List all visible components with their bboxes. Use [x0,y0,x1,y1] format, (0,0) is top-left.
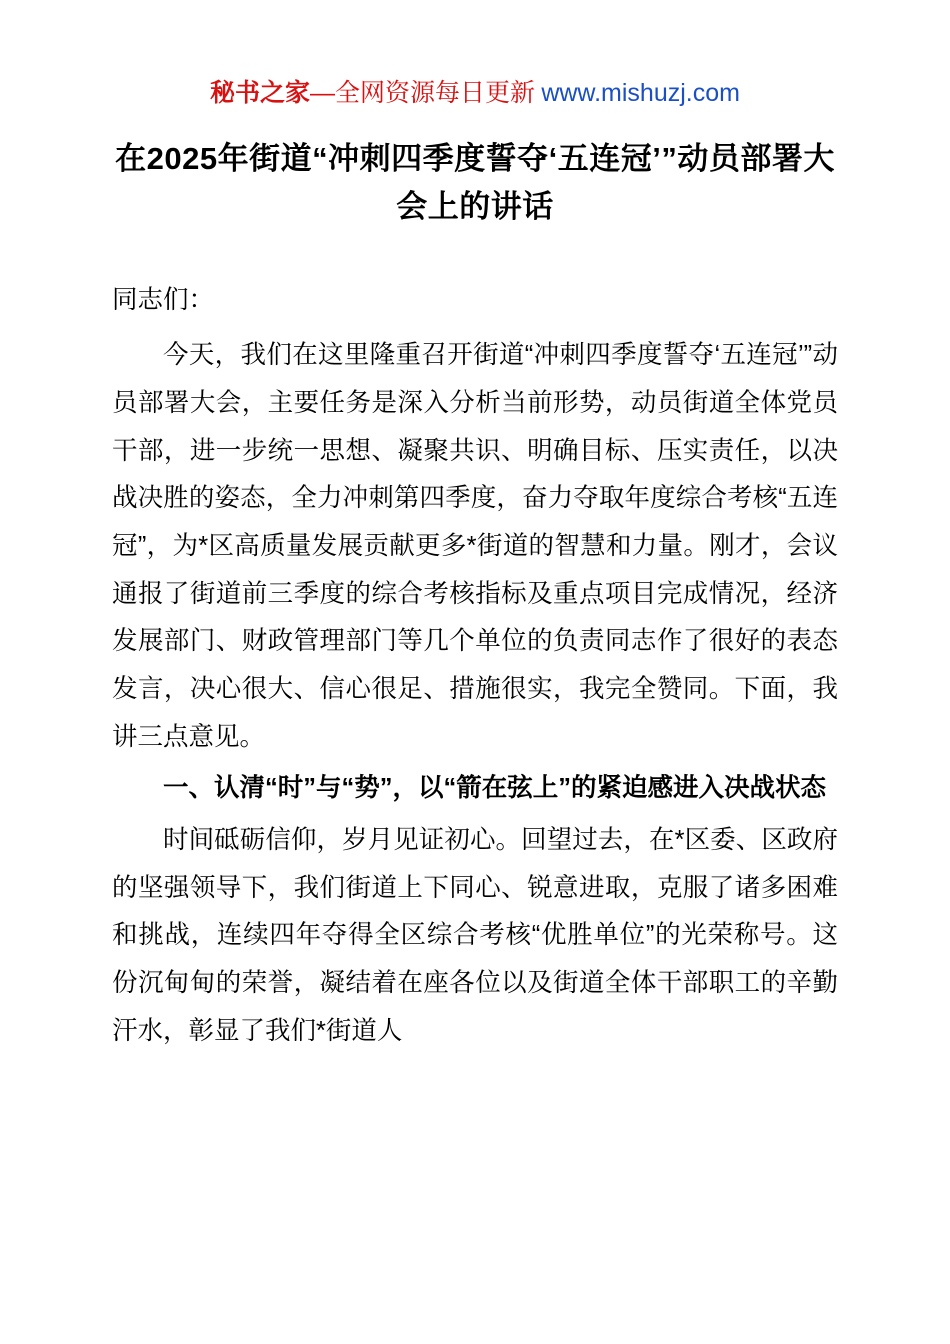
section-heading-1: 一、认清“时”与“势”，以“箭在弦上”的紧迫感进入决战状态 [163,774,827,803]
page-title: 在2025年街道“冲刺四季度誓夺‘五连冠’”动员部署大会上的讲话 [115,141,835,225]
watermark-url[interactable]: www.mishuzj.com [541,79,740,107]
watermark-slogan: —全网资源每日更新 [310,79,536,107]
site-watermark [112,78,838,109]
paragraph-1: 今天，我们在这里隆重召开街道“冲刺四季度誓夺‘五连冠’”动员部署大会，主要任务是深入分析当前形势，动员街道全体党员干部，进一步统一思想、凝聚共识、明确目标、压实责任，以决战决胜的姿态，全力冲刺第四季度，奋力夺取年度综合考核“五连冠”，为*区高质量发展贡献更多*街道的智慧和力量。刚才，会议通报了街道前三季度的综合考核指标及重点项目完成情况，经济发展部门、财政管理部门等几个单位的负责同志作了很好的表态发言，决心很大、信心很足、措施很实，我完全赞同。下面，我讲三点意见。 [112,341,838,751]
salutation: 同志们： [112,286,215,315]
paragraph-2: 时间砥砺信仰，岁月见证初心。回望过去，在*区委、区政府的坚强领导下，我们街道上下同心、锐意进取，克服了诸多困难和挑战，连续四年夺得全区综合考核“优胜单位”的光荣称号。这份沉甸甸的荣誉，凝结着在座各位以及街道全体干部职工的辛勤汗水，彰显了我们*街道人 [112,825,838,1045]
watermark-brand: 秘书之家 [210,79,311,107]
